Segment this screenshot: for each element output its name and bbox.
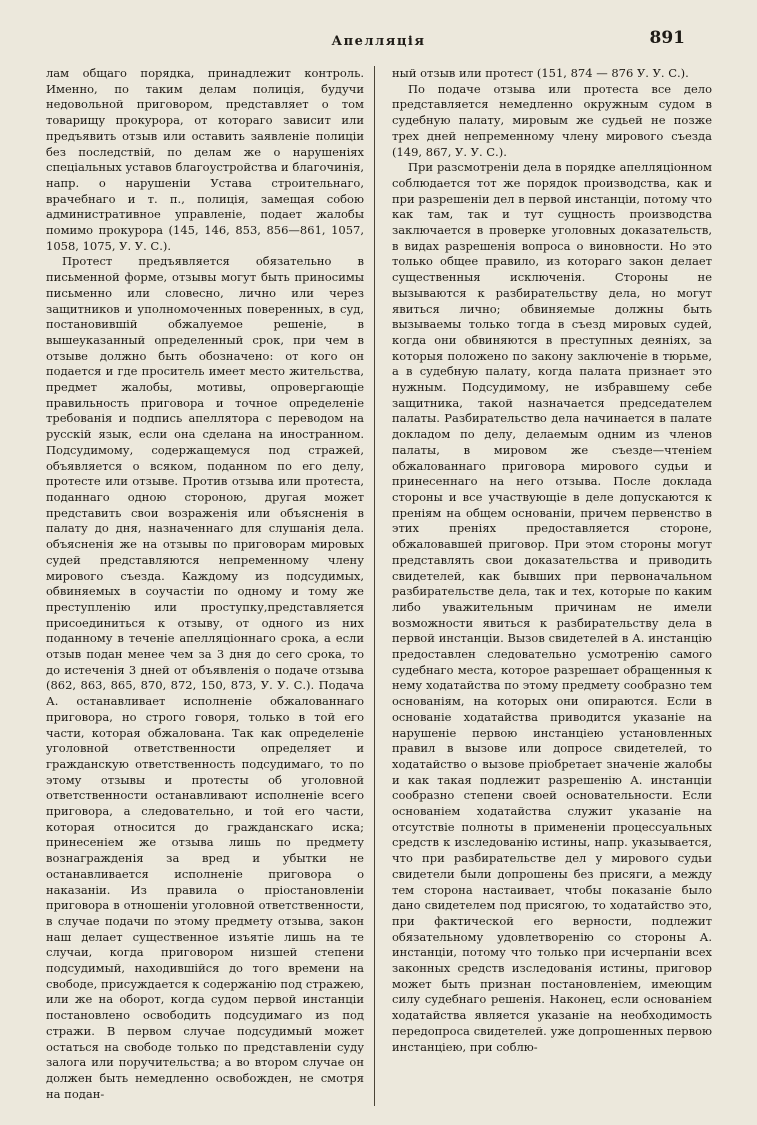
right-column [392,66,712,1106]
page-number: 891 [649,28,685,48]
column-divider [374,66,375,1106]
paragraph: ный отзыв или протест (151, 874 — 876 У. У. С.). [392,66,689,80]
running-title: Апелляція [331,34,426,49]
page-header [44,28,713,54]
paragraph: По подаче отзыва или протеста все дело представляется немедленно окружным судом в судебную палату, мировым же судьей не позже трех дней непременному члену мирового съезда (149, 867, У. У. С.). [392,81,712,159]
paragraph: лам общаго порядка, принадлежит контроль. Именно, по таким делам полиція, будучи недовольной приговором, представляет о том товарищу прокурора, от котораго зависит или предъявить отзыв или оставить заявленіе полиціи без последствій, по делам же о нарушеніях спеціальных уставов благоустройства и благочинія, напр. о нарушеніи Устава строительнаго, врачебнаго и т. п., полиція, замещая собою административное управленіе, подает жалобы помимо прокурора (145, 146, 853, 856—861, 1057, 1058, 1075, У. У. С.). [46,66,364,253]
paragraph: При разсмотреніи дела в порядке апелляціонном соблюдается тот же порядок производства, как и при разрешеніи дел в первой инстанціи, потому что как там, так и тут сущность производства заключается в проверке уголовных доказательств, в видах разрешенія вопроса о виновности. Но это только общее правило, из котораго закон делает существенныя исключенія. Стороны не вызываются к разбирательству дела, но могут явиться лично; обвиняемые должны быть вызываемы только тогда в съезд мировых судей, когда они обвиняются в преступных деяніях, за которыя положено по закону заключеніе в тюрьме, а в судебную палату, когда палата признает это нужным. Подсудимому, не избравшему себе защитника, такой назначается председателем палаты. Разбирательство дела начинается в палате докладом по делу, делаемым одним из членов палаты, в мировом же съезде—чтеніем обжалованнаго приговора мирового судьи и принесеннаго на него отзыва. После доклада стороны и все участвующіе в деле допускаются к преніям на общем основаніи, причем первенство в этих преніях предоставляется стороне, обжаловавшей приговор. При этом стороны могут представлять свои доказательства и приводить свидетелей, как бывших при первоначальном разбирательстве дела, так и тех, которые по каким либо уважительным причинам не имели возможности явиться к разбирательству дела в первой инстанціи. Вызов свидетелей в А. инстанцію предоставлен следовательно усмотренію самого судебнаго места, которое разрешает обращенныя к нему ходатайства по этому предмету сообразно тем основаніям, на которых они опираются. Если в основаніе ходатайства приводится указаніе на нарушеніе первою инстанціею установленных правил в вызове или допросе свидетелей, то ходатайство о вызове пріобретает значеніе жалобы и как такая подлежит разрешенію А. инстанціи сообразно степени своей основательности. Если основаніем ходатайства служит указаніе на отсутствіе полноты в примененіи процессуальных средств к изследованію истины, напр. указывается, что при разбирательстве дел у мирового судьи свидетели были допрошены без присяги, а между тем сторона настаивает, чтобы показаніе было дано свидетелем под присягою, то ходатайство это, при фактической его верности, подлежит обязательному удовлетворенію со стороны А. инстанціи, потому что только при исчерпаніи всех законных средств изследованія истины, приговор может быть признан постановленіем, имеющим силу судебнаго решенія. Наконец, если основаніем ходатайства является указаніе на необходимость передопроса свидетелей. уже допрошенных первою инстанціею, при соблю- [392,160,712,1054]
paragraph: Протест предъявляется обязательно в письменной форме, отзывы могут быть приносимы письменно или словесно, лично или через защитников и уполномоченных поверенных, в суд, постановившій обжалуемое решеніе, в вышеуказанный определенный срок, при чем в отзыве должно быть обозначено: от кого он подается и где проситель имеет место жительства, предмет жалобы, мотивы, опровергающіе правильность приговора и точное определеніе требованія и подпись апеллятора с переводом на русскій язык, если она сделана на иностранном. Подсудимому, содержащемуся под стражей, объявляется о всяком, поданном по его делу, протесте или отзыве. Против отзыва или протеста, поданнаго одною стороною, другая может представить свои возраженія или объясненія в палату до дня, назначеннаго для слушанія дела. объясненія же на отзывы по приговорам мировых судей представляются непременному члену мирового съезда. Каждому из подсудимых, обвиняемых в соучастіи по одному и тому же преступленію или проступку,представляется присоединиться к отзыву, от одного из них поданному в теченіе апелляціоннаго срока, а если отзыв подан менее чем за 3 дня до сего срока, то до истеченія 3 дней от объявленія о подаче отзыва (862, 863, 865, 870, 872, 150, 873, У. У. С.). Подача А. останавливает исполненіе обжалованнаго приговора, но строго говоря, только в той его части, которая обжалована. Так как определеніе уголовной ответственности определяет и гражданскую ответственность подсудимаго, то по этому отзывы и протесты об уголовной ответственности останавливают исполненіе всего приговора, а следовательно, и той его части, которая относится до гражданскаго иска; принесеніем же отзыва лишь по предмету вознагражденія за вред и убытки не останавливается исполненіе приговора о наказаніи. Из правила о пріостановленіи приговора в отношеніи уголовной ответственности, в случае подачи по этому предмету отзыва, закон наш делает существенное изъятіе лишь на те случаи, когда приговором низшей степени подсудимый, находившійся до того времени на свободе, присуждается к содержанію под стражею, или же на оборот, когда судом первой инстанціи постановлено освободить подсудимаго из под стражи. В первом случае подсудимый может остаться на свободе только по представленіи суду залога или поручительства; а во втором случае он должен быть немедленно освобожден, не смотря на подан- [46,254,364,1101]
left-column [46,66,364,1106]
